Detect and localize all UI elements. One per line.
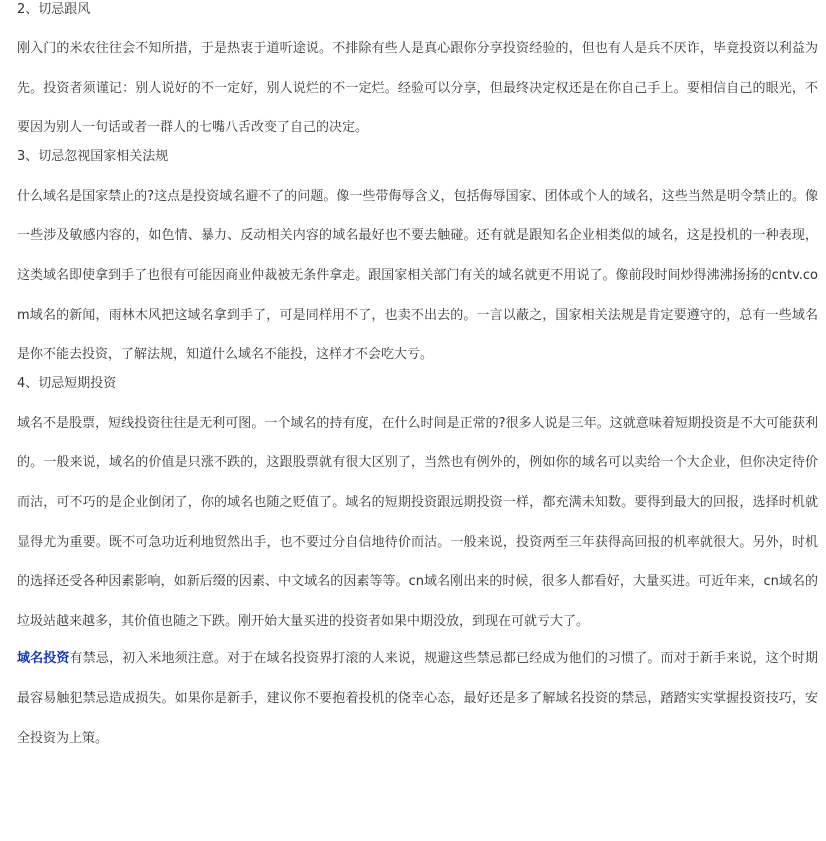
domain-investment-link[interactable]: 域名投资	[17, 651, 70, 667]
section-heading-regulations: 3、切忌忽视国家相关法规	[17, 148, 169, 164]
conclusion-text: 有禁忌，初入米地须注意。对于在域名投资界打滚的人来说，规避这些禁忌都已经成为他们的习惯了。而对于新手来说，这个时期最容易触犯禁忌造成损失。如果你是新手，建议你不要抱着投机的侥幸心态，最好还是多了解域名投资的禁忌，踏踏实实掌握投资技巧，安全投资为上策。	[17, 651, 818, 746]
conclusion-paragraph	[17, 639, 818, 758]
section-heading-follow-trend: 2、切忌跟风	[17, 2, 91, 17]
section-paragraph-short-term: 域名不是股票，短线投资往往是无利可图。一个域名的持有度，在什么时间是正常的?很多人说是三年。这就意味着短期投资是不大可能获利的。一般来说，域名的价值是只涨不跌的，这跟股票就有很大区别了，当然也有例外的，例如你的域名可以卖给一个大企业，但你决定待价而沽，可不巧的是企业倒闭了，你的域名也随之贬值了。域名的短期投资跟远期投资一样，都充满未知数。要得到最大的回报，选择时机就显得尤为重要。既不可急功近利地贸然出手，也不要过分自信地待价而沽。一般来说，投资两至三年获得高回报的机率就很大。另外，时机的选择还受各种因素影响，如新后缀的因素、中文域名的因素等等。cn域名刚出来的时候，很多人都看好，大量买进。可近年来，cn域名的垃圾站越来越多，其价值也随之下跌。刚开始大量买进的投资者如果中期没放，到现在可就亏大了。	[17, 415, 818, 629]
section-paragraph-follow-trend: 刚入门的米农往往会不知所措，于是热衷于道听途说。不排除有些人是真心跟你分享投资经验的，但也有人是兵不厌诈，毕竟投资以利益为先。投资者须谨记：别人说好的不一定好，别人说烂的不一定烂。经验可以分享，但最终决定权还是在你自己手上。要相信自己的眼光，不要因为别人一句话或者一群人的七嘴八舌改变了自己的决定。	[17, 41, 818, 136]
section-heading-short-term: 4、切忌短期投资	[17, 375, 117, 391]
section-paragraph-regulations: 什么域名是国家禁止的?这点是投资域名避不了的问题。像一些带侮辱含义，包括侮辱国家、团体或个人的域名，这些当然是明令禁止的。像一些涉及敏感内容的，如色情、暴力、反动相关内容的域名最好也不要去触碰。还有就是跟知名企业相类似的域名，这是投机的一种表现，这类域名即使拿到手了也很有可能因商业仲裁被无条件拿走。跟国家相关部门有关的域名就更不用说了。像前段时间炒得沸沸扬扬的cntv.com域名的新闻，雨林木风把这域名拿到手了，可是同样用不了，也卖不出去的。一言以蔽之，国家相关法规是肯定要遵守的，总有一些域名是你不能去投资，了解法规，知道什么域名不能投，这样才不会吃大亏。	[17, 188, 818, 363]
